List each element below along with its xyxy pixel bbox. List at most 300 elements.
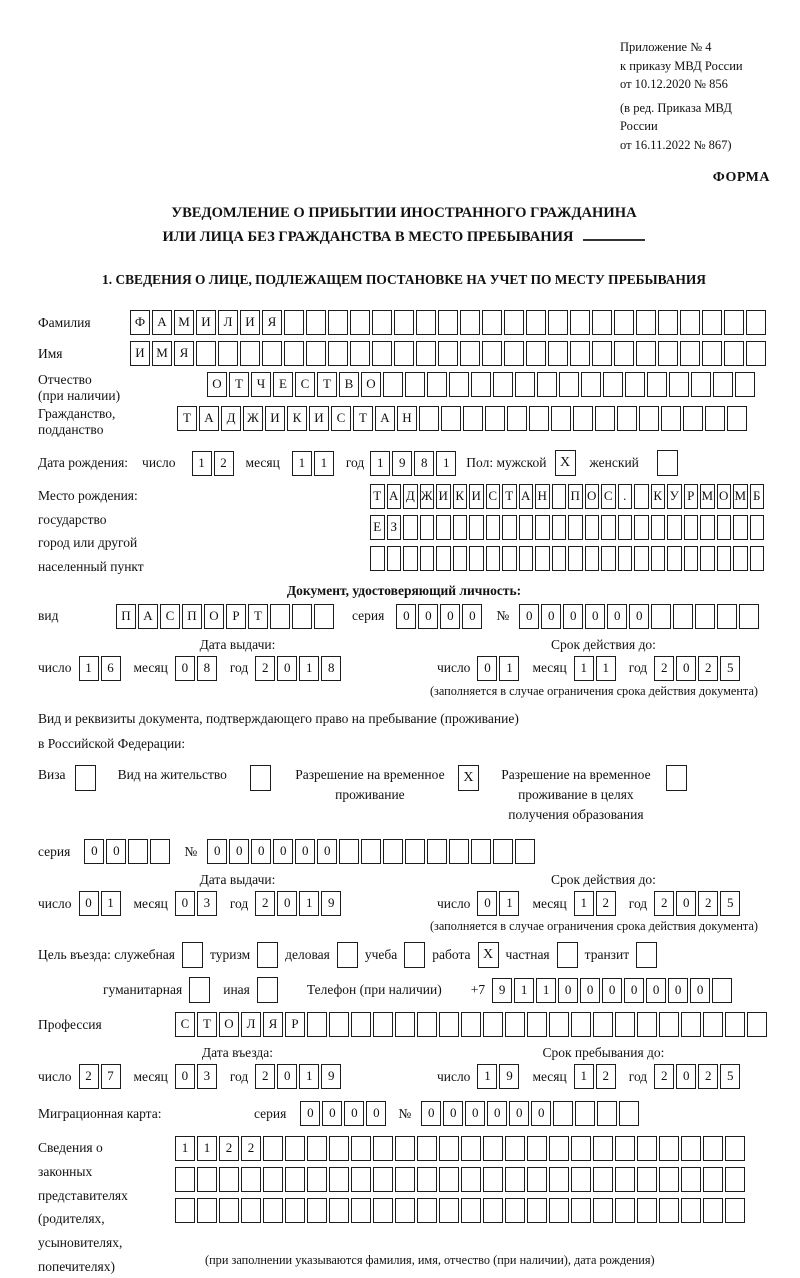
business-checkbox[interactable] bbox=[337, 942, 358, 968]
cell[interactable] bbox=[469, 515, 484, 540]
cell[interactable] bbox=[585, 546, 600, 571]
cell[interactable] bbox=[461, 1167, 481, 1192]
cell[interactable] bbox=[307, 1012, 327, 1037]
cell[interactable] bbox=[394, 310, 414, 335]
profession-boxes[interactable] bbox=[175, 1012, 767, 1037]
cell[interactable]: 0 bbox=[175, 1064, 195, 1089]
cell[interactable] bbox=[702, 341, 722, 366]
cell[interactable] bbox=[568, 546, 583, 571]
cell[interactable] bbox=[549, 1198, 569, 1223]
cell[interactable] bbox=[695, 604, 715, 629]
cell[interactable] bbox=[702, 310, 722, 335]
cell[interactable]: 0 bbox=[477, 656, 497, 681]
cell[interactable]: 0 bbox=[273, 839, 293, 864]
cell[interactable] bbox=[329, 1167, 349, 1192]
cell[interactable] bbox=[515, 372, 535, 397]
cell[interactable]: 9 bbox=[321, 1064, 341, 1089]
cell[interactable] bbox=[747, 1012, 767, 1037]
cell[interactable] bbox=[482, 341, 502, 366]
cell[interactable]: 0 bbox=[558, 978, 578, 1003]
cell[interactable]: У bbox=[667, 484, 682, 509]
stay-month[interactable] bbox=[574, 1064, 616, 1089]
cell[interactable] bbox=[634, 546, 649, 571]
cell[interactable]: И bbox=[469, 484, 484, 509]
residence-valid-year[interactable] bbox=[654, 891, 740, 916]
cell[interactable] bbox=[329, 1136, 349, 1161]
cell[interactable]: 0 bbox=[676, 891, 696, 916]
identity-valid-month[interactable] bbox=[574, 656, 616, 681]
cell[interactable]: 2 bbox=[698, 1064, 718, 1089]
cell[interactable] bbox=[717, 604, 737, 629]
cell[interactable] bbox=[527, 1167, 547, 1192]
cell[interactable] bbox=[593, 1198, 613, 1223]
cell[interactable] bbox=[658, 341, 678, 366]
cell[interactable]: С bbox=[486, 484, 501, 509]
identity-valid-year[interactable] bbox=[654, 656, 740, 681]
cell[interactable] bbox=[306, 341, 326, 366]
cell[interactable] bbox=[395, 1198, 415, 1223]
cell[interactable] bbox=[570, 341, 590, 366]
cell[interactable]: К bbox=[287, 406, 307, 431]
migration-number-boxes[interactable] bbox=[421, 1101, 639, 1126]
cell[interactable]: 3 bbox=[197, 1064, 217, 1089]
cell[interactable] bbox=[196, 341, 216, 366]
cell[interactable]: Д bbox=[221, 406, 241, 431]
cell[interactable] bbox=[739, 604, 759, 629]
cell[interactable] bbox=[571, 1167, 591, 1192]
cell[interactable] bbox=[387, 546, 402, 571]
cell[interactable] bbox=[461, 1012, 481, 1037]
cell[interactable]: Т bbox=[353, 406, 373, 431]
identity-issue-month[interactable] bbox=[175, 656, 217, 681]
cell[interactable]: 0 bbox=[531, 1101, 551, 1126]
cell[interactable]: 0 bbox=[676, 656, 696, 681]
cell[interactable] bbox=[552, 515, 567, 540]
cell[interactable]: 0 bbox=[509, 1101, 529, 1126]
cell[interactable] bbox=[328, 310, 348, 335]
cell[interactable] bbox=[328, 341, 348, 366]
cell[interactable]: Н bbox=[535, 484, 550, 509]
cell[interactable] bbox=[383, 372, 403, 397]
cell[interactable]: 9 bbox=[499, 1064, 519, 1089]
cell[interactable] bbox=[615, 1198, 635, 1223]
cell[interactable] bbox=[417, 1136, 437, 1161]
cell[interactable] bbox=[460, 310, 480, 335]
cell[interactable]: Н bbox=[397, 406, 417, 431]
cell[interactable]: Т bbox=[177, 406, 197, 431]
cell[interactable] bbox=[471, 372, 491, 397]
transit-checkbox[interactable] bbox=[636, 942, 657, 968]
cell[interactable]: 0 bbox=[84, 839, 104, 864]
cell[interactable] bbox=[439, 1198, 459, 1223]
cell[interactable]: 2 bbox=[596, 1064, 616, 1089]
cell[interactable] bbox=[351, 1167, 371, 1192]
cell[interactable] bbox=[403, 546, 418, 571]
cell[interactable]: Т bbox=[317, 372, 337, 397]
cell[interactable] bbox=[691, 372, 711, 397]
cell[interactable]: 0 bbox=[563, 604, 583, 629]
representatives-row3-boxes[interactable] bbox=[175, 1198, 745, 1223]
cell[interactable]: Я bbox=[263, 1012, 283, 1037]
cell[interactable] bbox=[549, 1167, 569, 1192]
cell[interactable] bbox=[370, 546, 385, 571]
residence-issue-month[interactable] bbox=[175, 891, 217, 916]
cell[interactable] bbox=[618, 515, 633, 540]
firstname-boxes[interactable] bbox=[130, 341, 766, 366]
cell[interactable]: 6 bbox=[101, 656, 121, 681]
cell[interactable] bbox=[601, 515, 616, 540]
cell[interactable]: 2 bbox=[255, 656, 275, 681]
cell[interactable] bbox=[551, 406, 571, 431]
cell[interactable]: 2 bbox=[214, 451, 234, 476]
cell[interactable]: 0 bbox=[344, 1101, 364, 1126]
cell[interactable]: 2 bbox=[698, 891, 718, 916]
cell[interactable] bbox=[559, 372, 579, 397]
cell[interactable] bbox=[575, 1101, 595, 1126]
cell[interactable] bbox=[637, 1012, 657, 1037]
cell[interactable]: В bbox=[339, 372, 359, 397]
cell[interactable] bbox=[461, 1136, 481, 1161]
cell[interactable] bbox=[717, 515, 732, 540]
temp-residence-edu-checkbox[interactable] bbox=[666, 765, 687, 791]
cell[interactable] bbox=[314, 604, 334, 629]
cell[interactable] bbox=[263, 1136, 283, 1161]
cell[interactable] bbox=[373, 1167, 393, 1192]
cell[interactable]: З bbox=[387, 515, 402, 540]
cell[interactable]: И bbox=[309, 406, 329, 431]
cell[interactable] bbox=[307, 1198, 327, 1223]
cell[interactable] bbox=[417, 1167, 437, 1192]
cell[interactable] bbox=[527, 1012, 547, 1037]
cell[interactable] bbox=[659, 1136, 679, 1161]
cell[interactable] bbox=[420, 515, 435, 540]
cell[interactable]: 1 bbox=[514, 978, 534, 1003]
cell[interactable] bbox=[603, 372, 623, 397]
cell[interactable]: 0 bbox=[462, 604, 482, 629]
cell[interactable] bbox=[614, 341, 634, 366]
cell[interactable] bbox=[659, 1012, 679, 1037]
entry-month[interactable] bbox=[175, 1064, 217, 1089]
cell[interactable] bbox=[615, 1167, 635, 1192]
cell[interactable] bbox=[552, 484, 567, 509]
cell[interactable]: 0 bbox=[580, 978, 600, 1003]
cell[interactable] bbox=[197, 1198, 217, 1223]
cell[interactable] bbox=[502, 546, 517, 571]
cell[interactable] bbox=[175, 1167, 195, 1192]
cell[interactable]: 0 bbox=[440, 604, 460, 629]
cell[interactable]: О bbox=[219, 1012, 239, 1037]
cell[interactable] bbox=[416, 310, 436, 335]
cell[interactable]: . bbox=[618, 484, 633, 509]
cell[interactable] bbox=[483, 1136, 503, 1161]
cell[interactable] bbox=[439, 1012, 459, 1037]
study-checkbox[interactable] bbox=[404, 942, 425, 968]
cell[interactable]: 8 bbox=[197, 656, 217, 681]
cell[interactable]: 0 bbox=[690, 978, 710, 1003]
cell[interactable]: 0 bbox=[317, 839, 337, 864]
cell[interactable]: 0 bbox=[624, 978, 644, 1003]
cell[interactable]: 1 bbox=[370, 451, 390, 476]
cell[interactable] bbox=[573, 406, 593, 431]
identity-issue-year[interactable] bbox=[255, 656, 341, 681]
cell[interactable]: 0 bbox=[585, 604, 605, 629]
cell[interactable] bbox=[527, 1136, 547, 1161]
cell[interactable] bbox=[615, 1012, 635, 1037]
phone-boxes[interactable] bbox=[492, 978, 732, 1003]
cell[interactable] bbox=[420, 546, 435, 571]
cell[interactable] bbox=[471, 839, 491, 864]
entry-year[interactable] bbox=[255, 1064, 341, 1089]
cell[interactable]: Е bbox=[370, 515, 385, 540]
cell[interactable] bbox=[439, 1136, 459, 1161]
cell[interactable] bbox=[284, 341, 304, 366]
birth-month-boxes[interactable] bbox=[292, 451, 334, 476]
citizenship-boxes[interactable] bbox=[177, 406, 747, 431]
cell[interactable] bbox=[350, 341, 370, 366]
cell[interactable] bbox=[639, 406, 659, 431]
cell[interactable] bbox=[372, 341, 392, 366]
cell[interactable] bbox=[453, 546, 468, 571]
cell[interactable]: 0 bbox=[251, 839, 271, 864]
cell[interactable] bbox=[651, 604, 671, 629]
official-checkbox[interactable] bbox=[182, 942, 203, 968]
cell[interactable]: 5 bbox=[720, 656, 740, 681]
cell[interactable] bbox=[383, 839, 403, 864]
identity-number-boxes[interactable] bbox=[519, 604, 759, 629]
cell[interactable]: 5 bbox=[720, 891, 740, 916]
cell[interactable]: Т bbox=[248, 604, 268, 629]
cell[interactable]: 1 bbox=[436, 451, 456, 476]
tourism-checkbox[interactable] bbox=[257, 942, 278, 968]
cell[interactable]: 2 bbox=[241, 1136, 261, 1161]
cell[interactable] bbox=[240, 341, 260, 366]
cell[interactable] bbox=[197, 1167, 217, 1192]
cell[interactable]: 0 bbox=[676, 1064, 696, 1089]
entry-day[interactable] bbox=[79, 1064, 121, 1089]
cell[interactable] bbox=[617, 406, 637, 431]
cell[interactable]: 0 bbox=[175, 656, 195, 681]
cell[interactable] bbox=[504, 310, 524, 335]
cell[interactable] bbox=[593, 1167, 613, 1192]
cell[interactable]: А bbox=[387, 484, 402, 509]
cell[interactable] bbox=[350, 310, 370, 335]
cell[interactable] bbox=[733, 515, 748, 540]
cell[interactable]: А bbox=[519, 484, 534, 509]
residence-valid-day[interactable] bbox=[477, 891, 519, 916]
cell[interactable]: К bbox=[651, 484, 666, 509]
cell[interactable]: 5 bbox=[720, 1064, 740, 1089]
patronymic-boxes[interactable] bbox=[207, 372, 755, 397]
cell[interactable] bbox=[427, 839, 447, 864]
cell[interactable] bbox=[463, 406, 483, 431]
cell[interactable] bbox=[634, 484, 649, 509]
cell[interactable] bbox=[438, 341, 458, 366]
cell[interactable] bbox=[684, 546, 699, 571]
cell[interactable] bbox=[537, 372, 557, 397]
cell[interactable]: 2 bbox=[596, 891, 616, 916]
cell[interactable]: Е bbox=[273, 372, 293, 397]
cell[interactable] bbox=[449, 372, 469, 397]
cell[interactable] bbox=[585, 515, 600, 540]
cell[interactable] bbox=[535, 515, 550, 540]
cell[interactable] bbox=[460, 341, 480, 366]
cell[interactable] bbox=[571, 1198, 591, 1223]
cell[interactable] bbox=[285, 1136, 305, 1161]
cell[interactable] bbox=[285, 1198, 305, 1223]
cell[interactable] bbox=[683, 406, 703, 431]
cell[interactable] bbox=[351, 1012, 371, 1037]
cell[interactable]: А bbox=[138, 604, 158, 629]
cell[interactable] bbox=[667, 515, 682, 540]
stay-day[interactable] bbox=[477, 1064, 519, 1089]
cell[interactable]: 9 bbox=[392, 451, 412, 476]
cell[interactable]: Т bbox=[502, 484, 517, 509]
cell[interactable]: 1 bbox=[175, 1136, 195, 1161]
cell[interactable] bbox=[128, 839, 148, 864]
cell[interactable] bbox=[725, 1012, 745, 1037]
cell[interactable] bbox=[669, 372, 689, 397]
cell[interactable] bbox=[703, 1136, 723, 1161]
private-checkbox[interactable] bbox=[557, 942, 578, 968]
cell[interactable]: П bbox=[568, 484, 583, 509]
cell[interactable]: 1 bbox=[79, 656, 99, 681]
cell[interactable] bbox=[373, 1012, 393, 1037]
cell[interactable] bbox=[241, 1167, 261, 1192]
residence-valid-month[interactable] bbox=[574, 891, 616, 916]
cell[interactable]: 1 bbox=[574, 1064, 594, 1089]
cell[interactable] bbox=[553, 1101, 573, 1126]
cell[interactable]: 0 bbox=[79, 891, 99, 916]
cell[interactable] bbox=[361, 839, 381, 864]
cell[interactable]: Л bbox=[241, 1012, 261, 1037]
cell[interactable]: Р bbox=[684, 484, 699, 509]
cell[interactable] bbox=[615, 1136, 635, 1161]
cell[interactable]: 1 bbox=[574, 656, 594, 681]
cell[interactable] bbox=[373, 1198, 393, 1223]
cell[interactable] bbox=[571, 1136, 591, 1161]
cell[interactable] bbox=[681, 1012, 701, 1037]
cell[interactable] bbox=[636, 310, 656, 335]
residence-permit-checkbox[interactable] bbox=[250, 765, 271, 791]
cell[interactable]: Т bbox=[229, 372, 249, 397]
cell[interactable]: А bbox=[152, 310, 172, 335]
cell[interactable] bbox=[416, 341, 436, 366]
cell[interactable] bbox=[614, 310, 634, 335]
cell[interactable]: М bbox=[700, 484, 715, 509]
cell[interactable]: 1 bbox=[197, 1136, 217, 1161]
cell[interactable] bbox=[486, 515, 501, 540]
cell[interactable]: Я bbox=[174, 341, 194, 366]
cell[interactable]: 0 bbox=[396, 604, 416, 629]
cell[interactable]: П bbox=[116, 604, 136, 629]
cell[interactable] bbox=[441, 406, 461, 431]
identity-kind-boxes[interactable] bbox=[116, 604, 334, 629]
cell[interactable]: 1 bbox=[596, 656, 616, 681]
cell[interactable] bbox=[263, 1198, 283, 1223]
cell[interactable]: 0 bbox=[541, 604, 561, 629]
cell[interactable] bbox=[667, 546, 682, 571]
cell[interactable] bbox=[581, 372, 601, 397]
cell[interactable]: 1 bbox=[499, 891, 519, 916]
cell[interactable]: С bbox=[160, 604, 180, 629]
cell[interactable] bbox=[285, 1167, 305, 1192]
cell[interactable]: 2 bbox=[219, 1136, 239, 1161]
cell[interactable] bbox=[373, 1136, 393, 1161]
cell[interactable]: 1 bbox=[499, 656, 519, 681]
cell[interactable]: 1 bbox=[299, 1064, 319, 1089]
cell[interactable] bbox=[634, 515, 649, 540]
surname-boxes[interactable] bbox=[130, 310, 766, 335]
cell[interactable] bbox=[351, 1198, 371, 1223]
cell[interactable] bbox=[219, 1198, 239, 1223]
cell[interactable] bbox=[527, 1198, 547, 1223]
cell[interactable]: С bbox=[331, 406, 351, 431]
cell[interactable]: А bbox=[199, 406, 219, 431]
temp-residence-checkbox[interactable]: X bbox=[458, 765, 479, 791]
cell[interactable] bbox=[485, 406, 505, 431]
cell[interactable]: 9 bbox=[492, 978, 512, 1003]
cell[interactable] bbox=[427, 372, 447, 397]
cell[interactable] bbox=[712, 978, 732, 1003]
cell[interactable]: 1 bbox=[536, 978, 556, 1003]
cell[interactable] bbox=[637, 1198, 657, 1223]
cell[interactable] bbox=[483, 1012, 503, 1037]
cell[interactable] bbox=[461, 1198, 481, 1223]
cell[interactable] bbox=[535, 546, 550, 571]
cell[interactable] bbox=[647, 372, 667, 397]
cell[interactable]: 0 bbox=[175, 891, 195, 916]
cell[interactable] bbox=[218, 341, 238, 366]
cell[interactable] bbox=[507, 406, 527, 431]
cell[interactable] bbox=[636, 341, 656, 366]
cell[interactable] bbox=[292, 604, 312, 629]
residence-issue-year[interactable] bbox=[255, 891, 341, 916]
cell[interactable] bbox=[681, 1136, 701, 1161]
cell[interactable] bbox=[453, 515, 468, 540]
cell[interactable] bbox=[725, 1136, 745, 1161]
cell[interactable] bbox=[405, 839, 425, 864]
cell[interactable]: О bbox=[717, 484, 732, 509]
cell[interactable]: 0 bbox=[229, 839, 249, 864]
identity-valid-day[interactable] bbox=[477, 656, 519, 681]
cell[interactable] bbox=[339, 839, 359, 864]
birth-year-boxes[interactable] bbox=[370, 451, 456, 476]
other-checkbox[interactable] bbox=[257, 977, 278, 1003]
cell[interactable] bbox=[219, 1167, 239, 1192]
cell[interactable] bbox=[703, 1167, 723, 1192]
cell[interactable]: 0 bbox=[277, 1064, 297, 1089]
cell[interactable]: О bbox=[361, 372, 381, 397]
cell[interactable]: 1 bbox=[574, 891, 594, 916]
residence-issue-day[interactable] bbox=[79, 891, 121, 916]
cell[interactable]: С bbox=[175, 1012, 195, 1037]
cell[interactable]: 2 bbox=[654, 656, 674, 681]
cell[interactable]: 2 bbox=[255, 891, 275, 916]
cell[interactable]: 3 bbox=[197, 891, 217, 916]
cell[interactable]: Д bbox=[403, 484, 418, 509]
cell[interactable] bbox=[724, 310, 744, 335]
cell[interactable] bbox=[713, 372, 733, 397]
cell[interactable] bbox=[505, 1136, 525, 1161]
cell[interactable]: 8 bbox=[321, 656, 341, 681]
cell[interactable] bbox=[637, 1136, 657, 1161]
cell[interactable] bbox=[504, 341, 524, 366]
cell[interactable]: Р bbox=[226, 604, 246, 629]
cell[interactable] bbox=[548, 341, 568, 366]
cell[interactable] bbox=[571, 1012, 591, 1037]
cell[interactable] bbox=[750, 515, 765, 540]
cell[interactable]: 0 bbox=[207, 839, 227, 864]
